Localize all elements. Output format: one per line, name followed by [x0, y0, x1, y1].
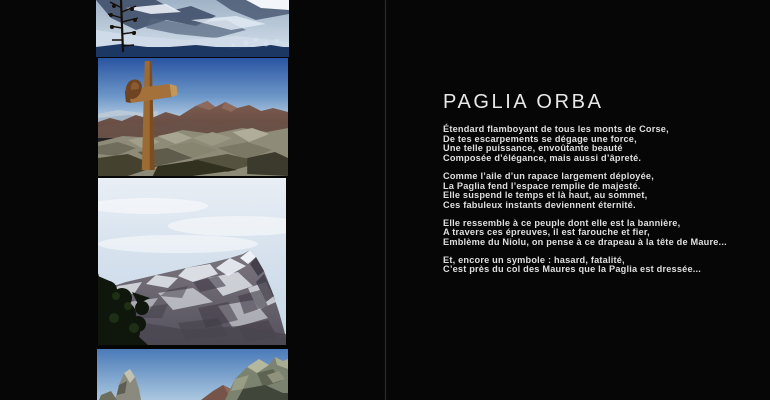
- poem-line: Et, encore un symbole : hasard, fatalité,: [443, 254, 625, 265]
- photo-snow-dusted-peak: [98, 178, 286, 345]
- page-title: PAGLIA ORBA: [443, 91, 604, 113]
- rock-pinnacles-image: [97, 349, 288, 400]
- poem-stanza: [443, 219, 743, 248]
- poem-line: Comme l’aile d’un rapace largement déployée,: [443, 170, 654, 181]
- poem-stanza: [443, 172, 743, 211]
- poem: [443, 125, 743, 283]
- poem-line: Une telle puissance, envoûtante beauté: [443, 143, 623, 154]
- photo-snowy-mountain-face: [96, 0, 289, 57]
- page-gutter: [385, 0, 386, 400]
- poem-stanza: [443, 256, 743, 275]
- photo-rock-pinnacles: [97, 349, 288, 400]
- snow-dusted-peak-image: [98, 178, 286, 345]
- poem-line: Étendard flamboyant de tous les monts de Corse,: [443, 124, 669, 134]
- snowy-mountain-face-image: [96, 0, 289, 57]
- poem-stanza: [443, 125, 743, 164]
- photo-summit-cross: [98, 58, 288, 176]
- poem-line: De tes escarpements se dégage une force,: [443, 133, 637, 144]
- poem-line: Composée d’élégance, mais aussi d’âpreté.: [443, 153, 642, 164]
- poem-line: Emblème du Niolu, on pense à ce drapeau à la tête de Maure...: [443, 237, 727, 248]
- poem-line: A travers ces épreuves, il est farouche et fier,: [443, 227, 650, 238]
- poem-line: C’est près du col des Maures que la Paglia est dressée...: [443, 264, 702, 275]
- poem-line: Elle suspend le temps et là haut, au sommet,: [443, 190, 648, 201]
- poem-line: Elle ressemble à ce peuple dont elle est la bannière,: [443, 217, 681, 228]
- summit-cross-image: [98, 58, 288, 176]
- poem-line: La Paglia fend l’espace remplie de majesté.: [443, 180, 641, 191]
- poem-line: Ces fabuleux instants deviennent éternité.: [443, 199, 636, 210]
